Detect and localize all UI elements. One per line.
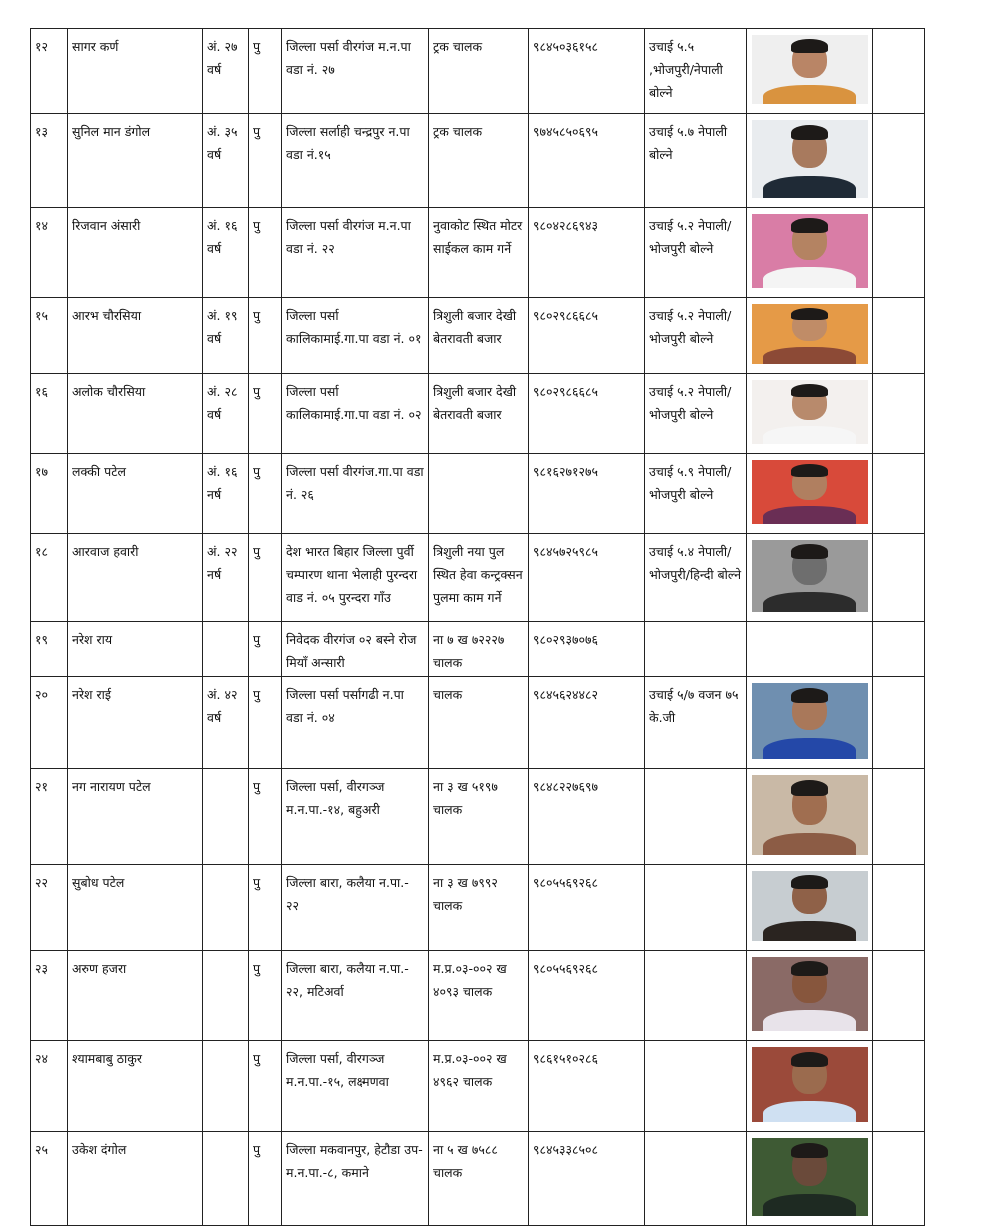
photo-cell xyxy=(747,374,873,454)
age-cell xyxy=(203,1132,249,1226)
occupation-cell: नुवाकोट स्थित मोटर साईकल काम गर्ने xyxy=(429,208,529,298)
name-cell: आरवाज हवारी xyxy=(68,534,203,622)
name-cell: सुनिल मान डंगोल xyxy=(68,114,203,208)
name-cell: नरेश राय xyxy=(68,622,203,677)
table-row xyxy=(31,298,925,374)
occupation-cell: ट्रक चालक xyxy=(429,29,529,114)
address-cell: जिल्ला पर्सा कालिकामाई.गा.पा वडा नं. ०१ xyxy=(282,298,429,374)
phone-cell: ९८०४२८६९४३ xyxy=(529,208,645,298)
table-row xyxy=(31,1041,925,1132)
table-row xyxy=(31,114,925,208)
address-cell: जिल्ला पर्सा पर्सागढी न.पा वडा नं. ०४ xyxy=(282,677,429,769)
occupation-cell: ना ३ ख ५१९७ चालक xyxy=(429,769,529,865)
person-photo xyxy=(752,380,868,444)
serial-number-cell: १४ xyxy=(31,208,68,298)
photo-cell xyxy=(747,951,873,1041)
address-cell: जिल्ला पर्सा, वीरगञ्ज म.न.पा.-१५, लक्ष्मणवा xyxy=(282,1041,429,1132)
address-cell: जिल्ला पर्सा कालिकामाई.गा.पा वडा नं. ०२ xyxy=(282,374,429,454)
remarks-cell xyxy=(645,769,747,865)
table-row xyxy=(31,769,925,865)
remarks-cell xyxy=(645,1132,747,1226)
name-cell: अलोक चौरसिया xyxy=(68,374,203,454)
sex-cell: पु xyxy=(249,769,282,865)
phone-cell: ९८०२९३७०७६ xyxy=(529,622,645,677)
remarks-cell xyxy=(645,951,747,1041)
empty-cell xyxy=(873,1132,925,1226)
name-cell: सुबोध पटेल xyxy=(68,865,203,951)
remarks-cell xyxy=(645,865,747,951)
remarks-cell: उचाई ५.७ नेपाली बोल्ने xyxy=(645,114,747,208)
photo-cell xyxy=(747,114,873,208)
photo-cell xyxy=(747,677,873,769)
person-photo xyxy=(752,683,868,759)
sex-cell: पु xyxy=(249,865,282,951)
serial-number-cell: २५ xyxy=(31,1132,68,1226)
address-cell: जिल्ला पर्सा, वीरगञ्ज म.न.पा.-१४, बहुअरी xyxy=(282,769,429,865)
sex-cell: पु xyxy=(249,208,282,298)
serial-number-cell: २२ xyxy=(31,865,68,951)
serial-number-cell: १७ xyxy=(31,454,68,534)
phone-cell: ९८०२९८६६८५ xyxy=(529,298,645,374)
name-cell: उकेश दंगोल xyxy=(68,1132,203,1226)
person-photo xyxy=(752,775,868,855)
age-cell: अं. १६ वर्ष xyxy=(203,208,249,298)
sex-cell: पु xyxy=(249,298,282,374)
age-cell: अं. १९ वर्ष xyxy=(203,298,249,374)
remarks-cell: उचाई ५.२ नेपाली/भोजपुरी बोल्ने xyxy=(645,208,747,298)
age-cell xyxy=(203,769,249,865)
name-cell: श्यामबाबु ठाकुर xyxy=(68,1041,203,1132)
person-photo xyxy=(752,957,868,1031)
photo-cell xyxy=(747,1041,873,1132)
roster-body xyxy=(31,29,925,1226)
remarks-cell: उचाई ५.५ ,भोजपुरी/नेपाली बोल्ने xyxy=(645,29,747,114)
phone-cell: ९८४८२२७६९७ xyxy=(529,769,645,865)
person-photo xyxy=(752,1138,868,1216)
name-cell: रिजवान अंसारी xyxy=(68,208,203,298)
remarks-cell: उचाई ५.९ नेपाली/भोजपुरी बोल्ने xyxy=(645,454,747,534)
occupation-cell: ना ३ ख ७९९२ चालक xyxy=(429,865,529,951)
age-cell: अं. १६ नर्ष xyxy=(203,454,249,534)
person-photo xyxy=(752,35,868,104)
remarks-cell xyxy=(645,1041,747,1132)
address-cell: देश भारत बिहार जिल्ला पुर्वी चम्पारण थाना भेलाही पुरन्दरा वाड नं. ०५ पुरन्दरा गाँउ xyxy=(282,534,429,622)
empty-cell xyxy=(873,951,925,1041)
sex-cell: पु xyxy=(249,114,282,208)
sex-cell: पु xyxy=(249,1041,282,1132)
sex-cell: पु xyxy=(249,454,282,534)
address-cell: जिल्ला सर्लाही चन्द्रपुर न.पा वडा नं.१५ xyxy=(282,114,429,208)
phone-cell: ९७४५८५०६९५ xyxy=(529,114,645,208)
phone-cell: ९८०५५६९२६८ xyxy=(529,951,645,1041)
age-cell xyxy=(203,1041,249,1132)
occupation-cell: ना ५ ख ७५८८ चालक xyxy=(429,1132,529,1226)
sex-cell: पु xyxy=(249,29,282,114)
sex-cell: पु xyxy=(249,534,282,622)
empty-cell xyxy=(873,865,925,951)
occupation-cell: त्रिशुली बजार देखी बेतरावती बजार xyxy=(429,374,529,454)
age-cell: अं. २८ वर्ष xyxy=(203,374,249,454)
phone-cell: ९८४५३३८५०८ xyxy=(529,1132,645,1226)
sex-cell: पु xyxy=(249,374,282,454)
person-photo xyxy=(752,871,868,941)
occupation-cell: ट्रक चालक xyxy=(429,114,529,208)
address-cell: जिल्ला पर्सा वीरगंज म.न.पा वडा नं. २७ xyxy=(282,29,429,114)
serial-number-cell: १२ xyxy=(31,29,68,114)
person-photo xyxy=(752,120,868,198)
age-cell: अं. ३५ वर्ष xyxy=(203,114,249,208)
phone-cell: ९८४५०३६१५८ xyxy=(529,29,645,114)
phone-cell: ९८०२९८६६८५ xyxy=(529,374,645,454)
serial-number-cell: १९ xyxy=(31,622,68,677)
address-cell: निवेदक वीरगंज ०२ बस्ने रोज मियाँ अन्सारी xyxy=(282,622,429,677)
photo-cell xyxy=(747,29,873,114)
empty-cell xyxy=(873,454,925,534)
empty-cell xyxy=(873,769,925,865)
occupation-cell: म.प्र.०३-००२ ख ४९६२ चालक xyxy=(429,1041,529,1132)
phone-cell: ९८६१५१०२८६ xyxy=(529,1041,645,1132)
remarks-cell: उचाई ५/७ वजन ७५ के.जी xyxy=(645,677,747,769)
sex-cell: पु xyxy=(249,951,282,1041)
age-cell: अं. ४२ वर्ष xyxy=(203,677,249,769)
photo-cell xyxy=(747,1132,873,1226)
table-row xyxy=(31,454,925,534)
name-cell: अरुण हजरा xyxy=(68,951,203,1041)
age-cell xyxy=(203,622,249,677)
table-row xyxy=(31,208,925,298)
table-row xyxy=(31,374,925,454)
person-photo xyxy=(752,1047,868,1122)
name-cell: सागर कर्ण xyxy=(68,29,203,114)
occupation-cell: त्रिशुली नया पुल स्थित हेवा कन्ट्रक्सन पुलमा काम गर्ने xyxy=(429,534,529,622)
person-photo xyxy=(752,304,868,364)
remarks-cell: उचाई ५.४ नेपाली/भोजपुरी/हिन्दी बोल्ने xyxy=(645,534,747,622)
name-cell: आरभ चौरसिया xyxy=(68,298,203,374)
sex-cell: पु xyxy=(249,1132,282,1226)
serial-number-cell: २१ xyxy=(31,769,68,865)
empty-cell xyxy=(873,677,925,769)
table-row xyxy=(31,1132,925,1226)
photo-cell xyxy=(747,769,873,865)
empty-cell xyxy=(873,208,925,298)
serial-number-cell: १३ xyxy=(31,114,68,208)
phone-cell: ९८४५७२५९८५ xyxy=(529,534,645,622)
person-photo xyxy=(752,214,868,288)
name-cell: नग नारायण पटेल xyxy=(68,769,203,865)
photo-cell xyxy=(747,865,873,951)
table-row xyxy=(31,534,925,622)
phone-cell: ९८१६२७१२७५ xyxy=(529,454,645,534)
sex-cell: पु xyxy=(249,622,282,677)
table-row xyxy=(31,865,925,951)
photo-cell xyxy=(747,454,873,534)
serial-number-cell: १८ xyxy=(31,534,68,622)
table-row xyxy=(31,29,925,114)
occupation-cell: चालक xyxy=(429,677,529,769)
age-cell: अं. २२ नर्ष xyxy=(203,534,249,622)
address-cell: जिल्ला मकवानपुर, हेटौडा उप-म.न.पा.-८, कमाने xyxy=(282,1132,429,1226)
serial-number-cell: १६ xyxy=(31,374,68,454)
empty-cell xyxy=(873,622,925,677)
empty-cell xyxy=(873,29,925,114)
table-row xyxy=(31,622,925,677)
address-cell: जिल्ला बारा, कलैया न.पा.- २२ xyxy=(282,865,429,951)
table-row xyxy=(31,951,925,1041)
empty-cell xyxy=(873,298,925,374)
age-cell xyxy=(203,951,249,1041)
occupation-cell xyxy=(429,454,529,534)
serial-number-cell: १५ xyxy=(31,298,68,374)
table-row xyxy=(31,677,925,769)
person-photo xyxy=(752,540,868,612)
serial-number-cell: २० xyxy=(31,677,68,769)
phone-cell: ९८४५६२४४८२ xyxy=(529,677,645,769)
occupation-cell: ना ७ ख ७२२२७ चालक xyxy=(429,622,529,677)
empty-cell xyxy=(873,114,925,208)
age-cell xyxy=(203,865,249,951)
photo-cell xyxy=(747,208,873,298)
address-cell: जिल्ला बारा, कलैया न.पा.- २२, मटिअर्वा xyxy=(282,951,429,1041)
photo-cell xyxy=(747,622,873,677)
sex-cell: पु xyxy=(249,677,282,769)
occupation-cell: म.प्र.०३-००२ ख ४०९३ चालक xyxy=(429,951,529,1041)
person-roster-table xyxy=(30,28,925,1226)
address-cell: जिल्ला पर्सा वीरगंज म.न.पा वडा नं. २२ xyxy=(282,208,429,298)
photo-cell xyxy=(747,298,873,374)
person-photo xyxy=(752,460,868,524)
remarks-cell xyxy=(645,622,747,677)
empty-cell xyxy=(873,534,925,622)
phone-cell: ९८०५५६९२६८ xyxy=(529,865,645,951)
remarks-cell: उचाई ५.२ नेपाली/भोजपुरी बोल्ने xyxy=(645,374,747,454)
address-cell: जिल्ला पर्सा वीरगंज.गा.पा वडा नं. २६ xyxy=(282,454,429,534)
name-cell: नरेश राई xyxy=(68,677,203,769)
serial-number-cell: २३ xyxy=(31,951,68,1041)
age-cell: अं. २७ वर्ष xyxy=(203,29,249,114)
empty-cell xyxy=(873,374,925,454)
empty-cell xyxy=(873,1041,925,1132)
occupation-cell: त्रिशुली बजार देखी बेतरावती बजार xyxy=(429,298,529,374)
remarks-cell: उचाई ५.२ नेपाली/भोजपुरी बोल्ने xyxy=(645,298,747,374)
serial-number-cell: २४ xyxy=(31,1041,68,1132)
name-cell: लक्की पटेल xyxy=(68,454,203,534)
photo-cell xyxy=(747,534,873,622)
